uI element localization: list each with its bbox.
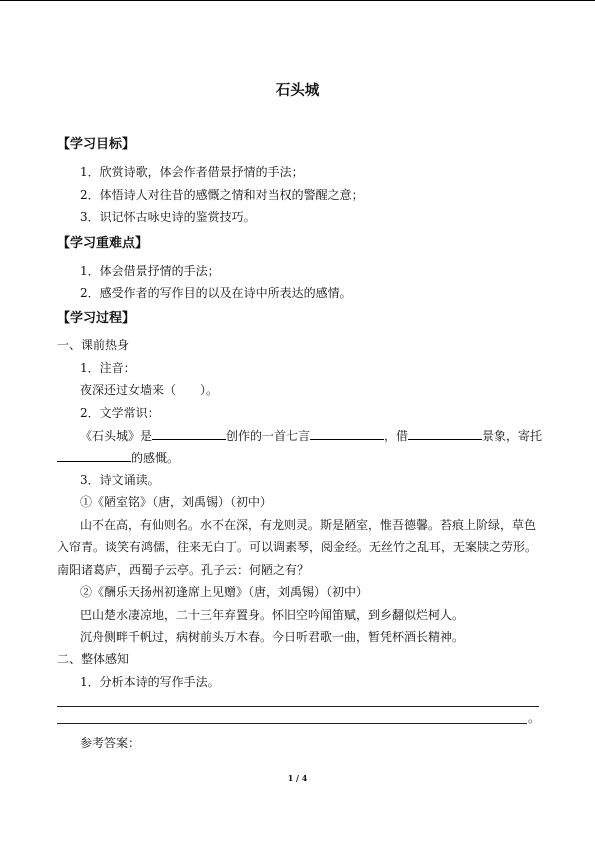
page-title: 石头城 xyxy=(275,83,320,99)
q2-answer-blank-form[interactable] xyxy=(310,428,384,440)
q2-text-d: 景象，寄托 xyxy=(482,429,543,443)
goal-item-1: 1．欣赏诗歌，体会作者借景抒情的手法； xyxy=(80,165,304,179)
q2-text-a: 《石头城》是 xyxy=(80,429,153,443)
q2-answer-blank-author[interactable] xyxy=(152,428,226,440)
answer-line-2[interactable] xyxy=(57,723,527,724)
poem-1-title: ①《陋室铭》（唐，刘禹锡）（初中） xyxy=(80,495,273,509)
key-point-1: 1．体会借景抒情的手法； xyxy=(80,264,220,278)
question-1-text: 夜深还过女墙来（ ）。 xyxy=(80,383,219,397)
question-2-line-1 xyxy=(80,428,542,443)
poem-2-line-1: 巴山楚水凄凉地，二十三年弃置身。怀旧空吟闻笛赋，到乡翻似烂柯人。 xyxy=(80,608,465,622)
question-4-label: 1．分析本诗的写作手法。 xyxy=(80,675,220,689)
poem-1-line-2: 入帘青。谈笑有鸿儒，往来无白丁。可以调素琴，阅金经。无丝竹之乱耳，无案牍之劳形。 xyxy=(57,540,538,554)
q2-text-c: ，借 xyxy=(384,429,409,443)
poem-1-line-1: 山不在高，有仙则名。水不在深，有龙则灵。斯是陋室，惟吾德馨。苔痕上阶绿，草色 xyxy=(80,518,537,532)
poem-2-line-2: 沉舟侧畔千帆过，病树前头万木春。今日听君歌一曲，暂凭杯酒长精神。 xyxy=(80,630,465,644)
q2-answer-blank-feeling[interactable] xyxy=(57,450,131,462)
poem-1-line-3: 南阳诸葛庐，西蜀子云亭。孔子云：何陋之有？ xyxy=(57,563,310,577)
question-1-label: 1．注音： xyxy=(80,361,136,375)
answer-line-period: 。 xyxy=(528,711,541,725)
poem-2-title: ②《酬乐天扬州初逢席上见赠》（唐，刘禹锡）（初中） xyxy=(80,585,369,599)
question-2-label: 2．文学常识： xyxy=(80,406,160,420)
part1-heading: 一、课前热身 xyxy=(57,338,130,352)
question-3-label: 3．诗文诵读。 xyxy=(80,473,160,487)
q2-text-b: 创作的一首七言 xyxy=(226,429,311,443)
goal-item-2: 2．体悟诗人对往昔的感慨之情和对当权的警醒之意； xyxy=(80,188,364,202)
key-point-2: 2．感受作者的写作目的以及在诗中所表达的感情。 xyxy=(80,286,352,300)
goal-item-3: 3．识记怀古咏史诗的鉴赏技巧。 xyxy=(80,210,256,224)
q2-text-e: 的感慨。 xyxy=(131,451,180,465)
question-2-line-2 xyxy=(57,450,179,465)
page-number: 1 / 4 xyxy=(287,773,308,783)
section-heading-process: 【学习过程】 xyxy=(57,311,136,326)
section-heading-goals: 【学习目标】 xyxy=(57,137,136,152)
page-top-border xyxy=(0,0,595,1)
part2-heading: 二、整体感知 xyxy=(57,652,130,666)
answer-line-1[interactable] xyxy=(57,706,539,707)
reference-answer-label: 参考答案： xyxy=(80,736,141,750)
q2-answer-blank-scene[interactable] xyxy=(408,428,482,440)
section-heading-key-points: 【学习重难点】 xyxy=(57,236,149,251)
